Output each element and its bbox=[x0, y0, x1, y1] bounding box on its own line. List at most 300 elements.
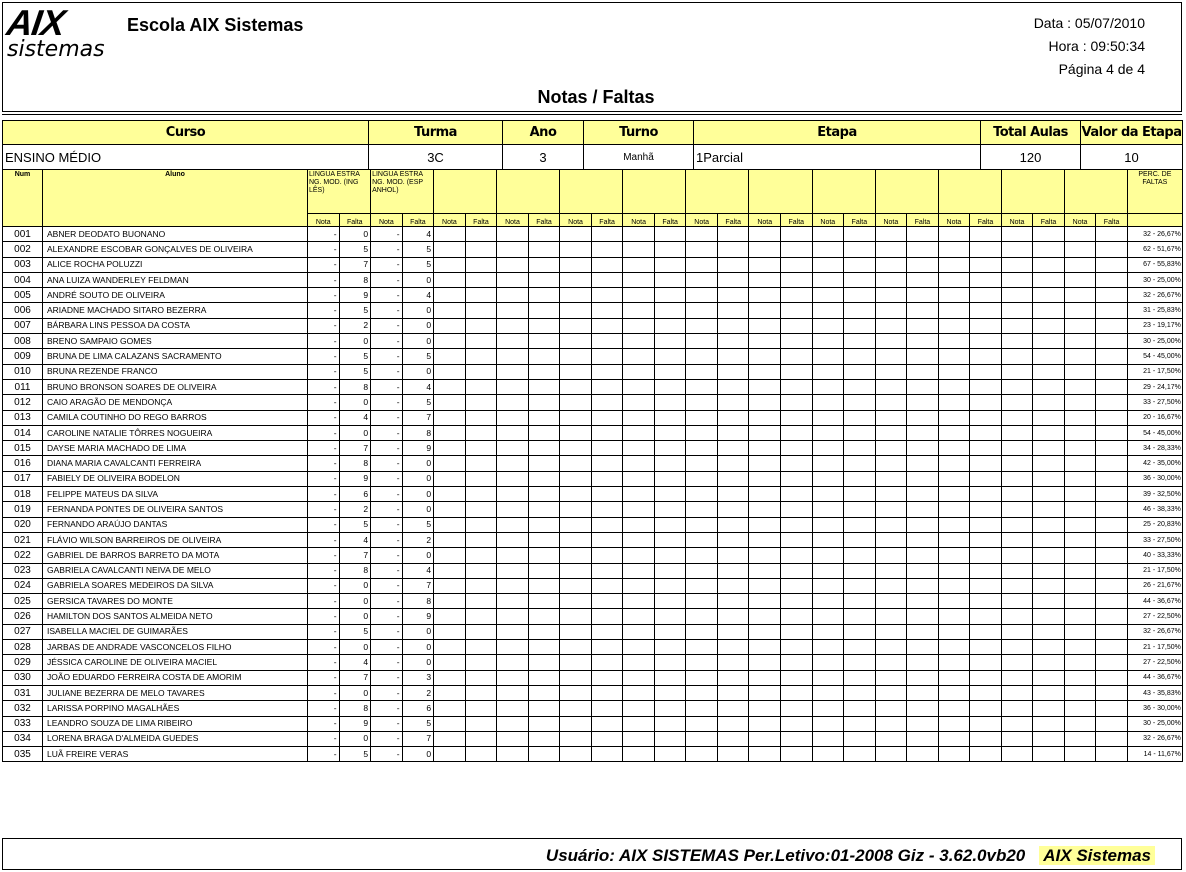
nota-cell bbox=[812, 731, 844, 746]
perc-faltas: 67 - 55,83% bbox=[1127, 257, 1182, 272]
nota-cell bbox=[560, 716, 592, 731]
falta-cell bbox=[970, 716, 1002, 731]
nota-cell bbox=[686, 609, 718, 624]
falta-cell bbox=[717, 272, 749, 287]
nota-cell bbox=[749, 747, 781, 762]
perc-faltas: 26 - 21,67% bbox=[1127, 578, 1182, 593]
nota-cell bbox=[560, 487, 592, 502]
falta-cell bbox=[465, 441, 497, 456]
falta-cell bbox=[844, 640, 876, 655]
falta-cell bbox=[465, 701, 497, 716]
nota-cell bbox=[1001, 288, 1033, 303]
falta-cell bbox=[1033, 364, 1065, 379]
falta-cell bbox=[465, 532, 497, 547]
student-num: 014 bbox=[3, 425, 43, 440]
falta-cell bbox=[1096, 685, 1128, 700]
falta-cell bbox=[717, 685, 749, 700]
falta-cell bbox=[528, 303, 560, 318]
falta-cell bbox=[1096, 655, 1128, 670]
falta-cell bbox=[907, 640, 939, 655]
falta-cell bbox=[591, 334, 623, 349]
falta-cell bbox=[528, 471, 560, 486]
nota-cell bbox=[749, 410, 781, 425]
falta-value: 5 bbox=[339, 349, 371, 364]
nota-cell bbox=[938, 410, 970, 425]
falta-cell bbox=[528, 609, 560, 624]
nota-cell bbox=[623, 731, 655, 746]
nota-cell bbox=[938, 425, 970, 440]
perc-faltas: 21 - 17,50% bbox=[1127, 364, 1182, 379]
falta-cell bbox=[591, 624, 623, 639]
falta-cell bbox=[717, 441, 749, 456]
falta-cell bbox=[528, 456, 560, 471]
report-time: Hora : 09:50:34 bbox=[1048, 38, 1145, 54]
student-num: 029 bbox=[3, 655, 43, 670]
nota-value: - bbox=[308, 441, 340, 456]
turma-value: 3C bbox=[369, 145, 503, 170]
falta-value: 0 bbox=[339, 334, 371, 349]
nota-value: - bbox=[371, 395, 403, 410]
falta-cell bbox=[1096, 288, 1128, 303]
falta-cell bbox=[781, 670, 813, 685]
nota-cell bbox=[560, 624, 592, 639]
falta-cell bbox=[465, 685, 497, 700]
falta-cell bbox=[907, 548, 939, 563]
student-num: 026 bbox=[3, 609, 43, 624]
nota-cell bbox=[497, 747, 529, 762]
nota-cell bbox=[875, 334, 907, 349]
nota-cell bbox=[749, 318, 781, 333]
perc-faltas: 21 - 17,50% bbox=[1127, 640, 1182, 655]
falta-cell bbox=[970, 471, 1002, 486]
nota-cell bbox=[1001, 227, 1033, 242]
falta-cell bbox=[717, 747, 749, 762]
falta-value: 4 bbox=[402, 563, 434, 578]
nota-value: - bbox=[371, 747, 403, 762]
nota-value: - bbox=[371, 532, 403, 547]
nota-cell bbox=[623, 532, 655, 547]
nota-cell bbox=[497, 701, 529, 716]
logo-subtext: sistemas bbox=[7, 37, 105, 62]
nota-cell bbox=[434, 716, 466, 731]
falta-cell bbox=[528, 364, 560, 379]
nota-cell bbox=[749, 685, 781, 700]
falta-cell bbox=[465, 410, 497, 425]
falta-cell bbox=[781, 487, 813, 502]
nota-cell bbox=[1001, 318, 1033, 333]
falta-cell bbox=[717, 257, 749, 272]
nota-header: Nota bbox=[1064, 214, 1096, 227]
falta-value: 0 bbox=[402, 471, 434, 486]
falta-header: Falta bbox=[1033, 214, 1065, 227]
falta-value: 5 bbox=[402, 349, 434, 364]
student-row bbox=[3, 655, 1183, 670]
student-name: LUÃ FREIRE VERAS bbox=[43, 747, 308, 762]
nota-cell bbox=[875, 655, 907, 670]
falta-value: 0 bbox=[339, 227, 371, 242]
falta-cell bbox=[654, 624, 686, 639]
student-row bbox=[3, 425, 1183, 440]
nota-value: - bbox=[308, 349, 340, 364]
nota-cell bbox=[875, 609, 907, 624]
nota-cell bbox=[938, 609, 970, 624]
student-name: LORENA BRAGA D'ALMEIDA GUEDES bbox=[43, 731, 308, 746]
aix-logo bbox=[4, 2, 107, 63]
nota-cell bbox=[497, 655, 529, 670]
nota-cell bbox=[560, 288, 592, 303]
nota-cell bbox=[434, 640, 466, 655]
falta-cell bbox=[844, 747, 876, 762]
nota-value: - bbox=[308, 624, 340, 639]
falta-cell bbox=[717, 548, 749, 563]
student-row bbox=[3, 487, 1183, 502]
falta-cell bbox=[528, 685, 560, 700]
subject-header bbox=[812, 170, 875, 214]
student-name: FELIPPE MATEUS DA SILVA bbox=[43, 487, 308, 502]
nota-value: - bbox=[308, 655, 340, 670]
falta-value: 0 bbox=[402, 502, 434, 517]
nota-cell bbox=[812, 410, 844, 425]
falta-cell bbox=[781, 272, 813, 287]
nota-cell bbox=[1064, 548, 1096, 563]
nota-cell bbox=[749, 670, 781, 685]
falta-cell bbox=[465, 395, 497, 410]
falta-cell bbox=[1096, 517, 1128, 532]
nota-cell bbox=[1064, 731, 1096, 746]
nota-cell bbox=[938, 701, 970, 716]
falta-cell bbox=[654, 456, 686, 471]
falta-cell bbox=[970, 640, 1002, 655]
falta-cell bbox=[528, 532, 560, 547]
falta-value: 5 bbox=[402, 257, 434, 272]
falta-cell bbox=[465, 563, 497, 578]
falta-value: 5 bbox=[339, 624, 371, 639]
falta-header: Falta bbox=[528, 214, 560, 227]
falta-value: 7 bbox=[339, 548, 371, 563]
nota-cell bbox=[686, 685, 718, 700]
nota-cell bbox=[1064, 364, 1096, 379]
nota-cell bbox=[686, 349, 718, 364]
nota-cell bbox=[1001, 502, 1033, 517]
falta-cell bbox=[907, 685, 939, 700]
nota-cell bbox=[686, 410, 718, 425]
nota-cell bbox=[1064, 303, 1096, 318]
falta-cell bbox=[1096, 731, 1128, 746]
nota-cell bbox=[497, 242, 529, 257]
falta-cell bbox=[970, 410, 1002, 425]
falta-cell bbox=[465, 731, 497, 746]
nota-cell bbox=[749, 257, 781, 272]
perc-faltas: 21 - 17,50% bbox=[1127, 563, 1182, 578]
falta-cell bbox=[717, 364, 749, 379]
nota-cell bbox=[875, 624, 907, 639]
perc-subheader bbox=[1127, 214, 1182, 227]
nota-cell bbox=[560, 379, 592, 394]
nota-cell bbox=[686, 288, 718, 303]
falta-cell bbox=[844, 609, 876, 624]
page-number: Página 4 de 4 bbox=[1058, 61, 1145, 77]
falta-value: 4 bbox=[339, 532, 371, 547]
nota-cell bbox=[812, 303, 844, 318]
perc-faltas: 44 - 36,67% bbox=[1127, 670, 1182, 685]
falta-cell bbox=[1096, 227, 1128, 242]
nota-cell bbox=[749, 701, 781, 716]
falta-cell bbox=[717, 349, 749, 364]
falta-cell bbox=[970, 609, 1002, 624]
falta-cell bbox=[1033, 670, 1065, 685]
student-num: 025 bbox=[3, 594, 43, 609]
nota-value: - bbox=[371, 334, 403, 349]
falta-cell bbox=[1033, 257, 1065, 272]
falta-value: 2 bbox=[402, 532, 434, 547]
nota-cell bbox=[1001, 731, 1033, 746]
nota-cell bbox=[938, 731, 970, 746]
falta-cell bbox=[781, 747, 813, 762]
falta-cell bbox=[591, 609, 623, 624]
nota-value: - bbox=[308, 303, 340, 318]
nota-cell bbox=[875, 670, 907, 685]
nota-cell bbox=[623, 563, 655, 578]
nota-value: - bbox=[308, 548, 340, 563]
nota-cell bbox=[749, 487, 781, 502]
falta-cell bbox=[465, 349, 497, 364]
student-name: JULIANE BEZERRA DE MELO TAVARES bbox=[43, 685, 308, 700]
nota-cell bbox=[1001, 364, 1033, 379]
nota-cell bbox=[812, 578, 844, 593]
student-num: 035 bbox=[3, 747, 43, 762]
nota-cell bbox=[1001, 517, 1033, 532]
nota-cell bbox=[623, 288, 655, 303]
nota-cell bbox=[686, 303, 718, 318]
nota-cell bbox=[560, 471, 592, 486]
falta-cell bbox=[844, 318, 876, 333]
nota-cell bbox=[497, 272, 529, 287]
falta-cell bbox=[844, 624, 876, 639]
nota-cell bbox=[1001, 410, 1033, 425]
falta-cell bbox=[717, 640, 749, 655]
nota-cell bbox=[938, 349, 970, 364]
falta-cell bbox=[907, 242, 939, 257]
nota-cell bbox=[434, 517, 466, 532]
falta-cell bbox=[591, 685, 623, 700]
nota-value: - bbox=[308, 272, 340, 287]
falta-cell bbox=[1096, 425, 1128, 440]
falta-cell bbox=[654, 640, 686, 655]
falta-cell bbox=[1033, 624, 1065, 639]
nota-cell bbox=[812, 563, 844, 578]
nota-cell bbox=[1001, 334, 1033, 349]
nota-cell bbox=[434, 257, 466, 272]
student-name: CAIO ARAGÃO DE MENDONÇA bbox=[43, 395, 308, 410]
nota-cell bbox=[938, 318, 970, 333]
falta-cell bbox=[970, 747, 1002, 762]
nota-cell bbox=[1064, 242, 1096, 257]
nota-value: - bbox=[308, 594, 340, 609]
student-num: 001 bbox=[3, 227, 43, 242]
nota-cell bbox=[1001, 655, 1033, 670]
nota-cell bbox=[1064, 502, 1096, 517]
nota-cell bbox=[434, 670, 466, 685]
falta-cell bbox=[717, 701, 749, 716]
nota-cell bbox=[1001, 487, 1033, 502]
falta-cell bbox=[844, 716, 876, 731]
nota-value: - bbox=[371, 425, 403, 440]
falta-cell bbox=[844, 685, 876, 700]
ano-value: 3 bbox=[503, 145, 584, 170]
nota-value: - bbox=[308, 379, 340, 394]
nota-cell bbox=[1064, 334, 1096, 349]
nota-cell bbox=[623, 685, 655, 700]
nota-cell bbox=[1001, 609, 1033, 624]
nota-cell bbox=[686, 747, 718, 762]
nota-cell bbox=[434, 272, 466, 287]
falta-value: 0 bbox=[402, 318, 434, 333]
student-row bbox=[3, 441, 1183, 456]
nota-value: - bbox=[371, 655, 403, 670]
nota-cell bbox=[686, 624, 718, 639]
falta-cell bbox=[654, 578, 686, 593]
nota-cell bbox=[434, 364, 466, 379]
falta-cell bbox=[717, 655, 749, 670]
falta-value: 6 bbox=[339, 487, 371, 502]
falta-cell bbox=[907, 425, 939, 440]
nota-value: - bbox=[371, 502, 403, 517]
falta-value: 9 bbox=[339, 716, 371, 731]
falta-cell bbox=[654, 701, 686, 716]
nota-cell bbox=[938, 242, 970, 257]
nota-cell bbox=[686, 395, 718, 410]
nota-cell bbox=[560, 532, 592, 547]
nota-cell bbox=[938, 303, 970, 318]
student-name: FERNANDO ARAÚJO DANTAS bbox=[43, 517, 308, 532]
perc-faltas: 30 - 25,00% bbox=[1127, 272, 1182, 287]
nota-cell bbox=[749, 594, 781, 609]
falta-cell bbox=[907, 670, 939, 685]
nota-cell bbox=[938, 655, 970, 670]
nota-cell bbox=[875, 747, 907, 762]
falta-value: 8 bbox=[402, 594, 434, 609]
total-aulas-label: Total Aulas bbox=[981, 121, 1081, 145]
falta-cell bbox=[781, 456, 813, 471]
nota-cell bbox=[623, 334, 655, 349]
nota-cell bbox=[1001, 563, 1033, 578]
falta-cell bbox=[465, 471, 497, 486]
falta-cell bbox=[528, 257, 560, 272]
student-name: ANDRÉ SOUTO DE OLIVEIRA bbox=[43, 288, 308, 303]
student-row bbox=[3, 395, 1183, 410]
student-name: BÁRBARA LINS PESSOA DA COSTA bbox=[43, 318, 308, 333]
nota-cell bbox=[560, 334, 592, 349]
falta-cell bbox=[907, 487, 939, 502]
falta-cell bbox=[654, 425, 686, 440]
falta-cell bbox=[528, 379, 560, 394]
nota-cell bbox=[812, 670, 844, 685]
falta-cell bbox=[1096, 624, 1128, 639]
nota-cell bbox=[560, 563, 592, 578]
nota-cell bbox=[623, 548, 655, 563]
falta-value: 7 bbox=[402, 410, 434, 425]
nota-cell bbox=[623, 655, 655, 670]
nota-header: Nota bbox=[560, 214, 592, 227]
falta-cell bbox=[907, 349, 939, 364]
nota-cell bbox=[497, 471, 529, 486]
falta-cell bbox=[717, 670, 749, 685]
student-row bbox=[3, 379, 1183, 394]
student-name: LARISSA PORPINO MAGALHÃES bbox=[43, 701, 308, 716]
nota-value: - bbox=[371, 456, 403, 471]
falta-cell bbox=[654, 655, 686, 670]
nota-cell bbox=[1064, 747, 1096, 762]
nota-cell bbox=[560, 410, 592, 425]
falta-cell bbox=[1033, 441, 1065, 456]
nota-cell bbox=[1001, 640, 1033, 655]
falta-cell bbox=[1096, 594, 1128, 609]
falta-cell bbox=[465, 379, 497, 394]
falta-value: 0 bbox=[402, 364, 434, 379]
falta-cell bbox=[970, 272, 1002, 287]
nota-cell bbox=[749, 272, 781, 287]
falta-cell bbox=[717, 716, 749, 731]
falta-cell bbox=[465, 257, 497, 272]
nota-cell bbox=[875, 303, 907, 318]
falta-value: 5 bbox=[339, 303, 371, 318]
falta-cell bbox=[654, 502, 686, 517]
falta-cell bbox=[1096, 395, 1128, 410]
nota-cell bbox=[1064, 441, 1096, 456]
student-name: GERSICA TAVARES DO MONTE bbox=[43, 594, 308, 609]
student-num: 028 bbox=[3, 640, 43, 655]
falta-cell bbox=[1096, 318, 1128, 333]
falta-cell bbox=[781, 578, 813, 593]
nota-cell bbox=[875, 640, 907, 655]
nota-value: - bbox=[371, 517, 403, 532]
nota-cell bbox=[686, 716, 718, 731]
student-num: 003 bbox=[3, 257, 43, 272]
falta-cell bbox=[1033, 395, 1065, 410]
nota-value: - bbox=[308, 747, 340, 762]
perc-faltas: 31 - 25,83% bbox=[1127, 303, 1182, 318]
falta-value: 9 bbox=[339, 471, 371, 486]
perc-faltas: 36 - 30,00% bbox=[1127, 471, 1182, 486]
falta-cell bbox=[844, 227, 876, 242]
nota-cell bbox=[623, 303, 655, 318]
nota-cell bbox=[875, 318, 907, 333]
nota-cell bbox=[1001, 395, 1033, 410]
nota-cell bbox=[812, 716, 844, 731]
nota-value: - bbox=[308, 487, 340, 502]
student-num: 015 bbox=[3, 441, 43, 456]
falta-value: 0 bbox=[339, 731, 371, 746]
perc-faltas: 27 - 22,50% bbox=[1127, 655, 1182, 670]
falta-cell bbox=[528, 624, 560, 639]
nota-value: - bbox=[308, 640, 340, 655]
falta-cell bbox=[1033, 517, 1065, 532]
falta-value: 7 bbox=[339, 670, 371, 685]
nota-cell bbox=[875, 395, 907, 410]
nota-cell bbox=[686, 548, 718, 563]
falta-cell bbox=[654, 318, 686, 333]
falta-cell bbox=[654, 716, 686, 731]
nota-cell bbox=[1064, 257, 1096, 272]
falta-cell bbox=[844, 303, 876, 318]
nota-cell bbox=[749, 716, 781, 731]
nota-cell bbox=[434, 227, 466, 242]
falta-cell bbox=[970, 594, 1002, 609]
nota-value: - bbox=[371, 471, 403, 486]
falta-cell bbox=[654, 242, 686, 257]
nota-header: Nota bbox=[938, 214, 970, 227]
falta-value: 5 bbox=[339, 747, 371, 762]
